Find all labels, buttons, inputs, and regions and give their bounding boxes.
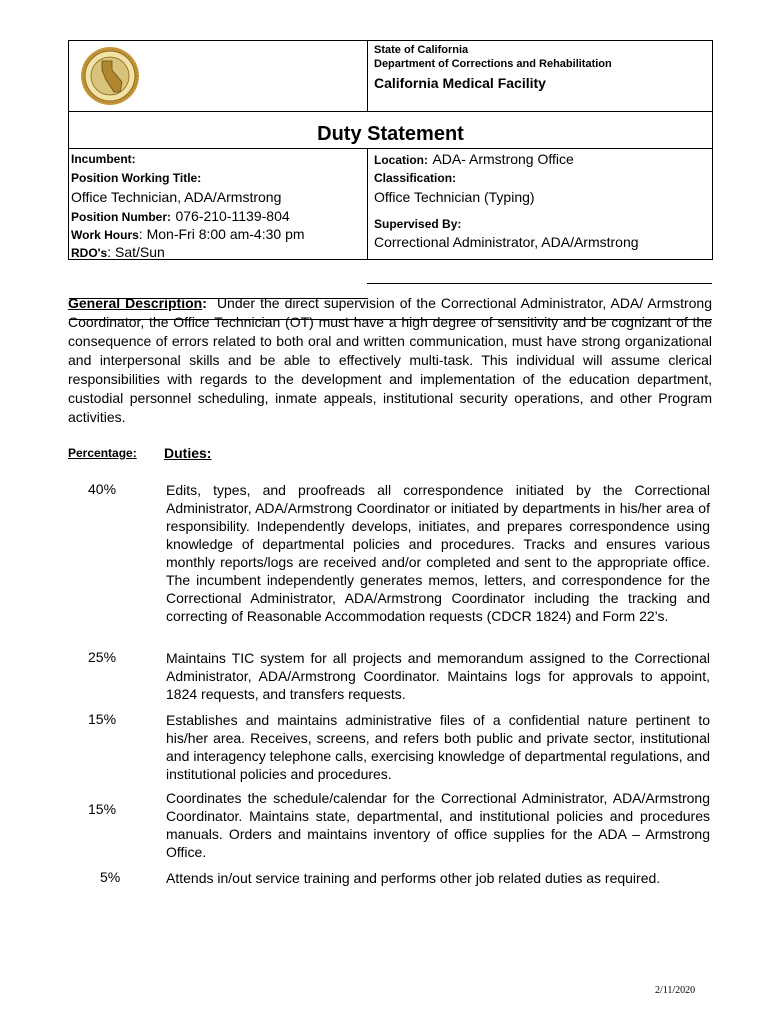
position-title-value: Office Technician, ADA/Armstrong [71,189,282,205]
duty-percent: 15% [88,711,117,727]
work-hours-label: Work Hours [71,228,139,242]
divider [69,148,712,149]
duty-percent: 15% [88,801,117,817]
work-hours-row: Work Hours: Mon-Fri 8:00 am-4:30 pm [71,226,305,242]
duty-text: Establishes and maintains administrative files of a confidential nature pertinent to his/her area. Receives, screens, and refers both public and private sector, institutional and interagency telephone calls, exercising knowledge of departmental regulations, and institutional policies and procedures. [166,712,710,782]
position-number-label: Position Number: [71,210,172,224]
classification-label: Classification: [374,171,457,185]
document-header [68,40,713,112]
duty-text: Attends in/out service training and performs other job related duties as required. [166,870,661,886]
facility-name: California Medical Facility [374,75,546,91]
footer-date: 2/11/2020 [655,985,696,996]
duty-percent: 40% [88,481,117,497]
duty-percent: 25% [88,649,117,665]
location-value: ADA- Armstrong Office [432,151,574,167]
supervised-value: Correctional Administrator, ADA/Armstrong [374,234,639,250]
rdo-value: Sat/Sun [114,244,165,260]
position-title-label: Position Working Title: [71,171,202,185]
divider [367,148,368,259]
agency-block [374,43,612,92]
cdcr-seal-icon [80,46,140,106]
location-label: Location: [374,153,428,167]
general-description-text: Under the direct supervision of the Correctional Administrator, ADA/ Armstrong Coordinator, the Office Technician (OT) must have a high degree of sensitivity and be cognizant of the consequence of errors related to both oral and written communication, must have strong organizational and interpersonal skills and be able to effectively multi-task. This individual will assume clerical responsibilities with regards to the development and implementation of the education department, custodial personnel scheduling, inmate appeals, institutional security operations, and other Program activities. [68,295,713,425]
percentage-header: Percentage: [68,446,137,460]
location-row [374,151,574,169]
state-name: State of California [374,44,469,56]
document-title: Duty Statement [317,123,464,145]
department-name: Department of Corrections and Rehabilitation [374,58,612,70]
supervised-label: Supervised By: [374,217,462,231]
rdo-label: RDO's [71,246,108,260]
position-info-table [68,112,713,260]
general-description: General Description: Under the direct supervision of the Correctional Administrator, ADA/ Armstrong Coordinator, the Office Technician (OT) must have a high degree of sensitivity and be cognizant of the consequence of errors related to both oral and written communication, must have strong organizational and interpersonal skills and be able to effectively multi-task. This individual will assume clerical responsibilities with regards to the development and implementation of the education department, custodial personnel scheduling, inmate appeals, institutional security operations, and other Program activities. [68,295,713,425]
divider [367,283,712,284]
duties-header: Duties: [164,445,212,461]
classification-value: Office Technician (Typing) [374,189,535,205]
duty-text: Edits, types, and proofreads all correspondence initiated by the Correctional Administrator, ADA/Armstrong Coordinator or initiated by departments in his/her area of responsibility. Independently develops, initiates, and prepares correspondence using knowledge of departmental policies and procedures. Tracks and ensures various monthly reports/logs are received and/or completed and sent to the appropriate office. The incumbent independently generates memos, letters, and correspondence for the Correctional Administrator, ADA/Armstrong Coordinator including the tracking and correcting of Reasonable Accommodation requests (CDCR 1824) and Form 22’s. [166,482,710,624]
incumbent-label: Incumbent: [71,152,136,166]
rdo-row: RDO's: Sat/Sun [71,244,165,260]
general-description-label: General Description [68,295,203,311]
logo-cell [69,41,368,111]
work-hours-value: Mon-Fri 8:00 am-4:30 pm [146,226,305,242]
duty-percent: 5% [100,869,121,885]
duty-text: Coordinates the schedule/calendar for the Correctional Administrator, ADA/Armstrong Coordinator. Maintains state, departmental, and institutional policies and procedures manuals. Orders and maintains inventory of office supplies for the ADA – Armstrong Office. [166,790,710,860]
duty-text: Maintains TIC system for all projects and memorandum assigned to the Correctional Administrator, ADA/Armstrong Coordinator. Maintains logs for approvals to appoint, 1824 requests, and transfers requests. [166,650,710,702]
position-number-row [71,208,290,226]
position-number-value: 076-210-1139-804 [175,208,290,224]
